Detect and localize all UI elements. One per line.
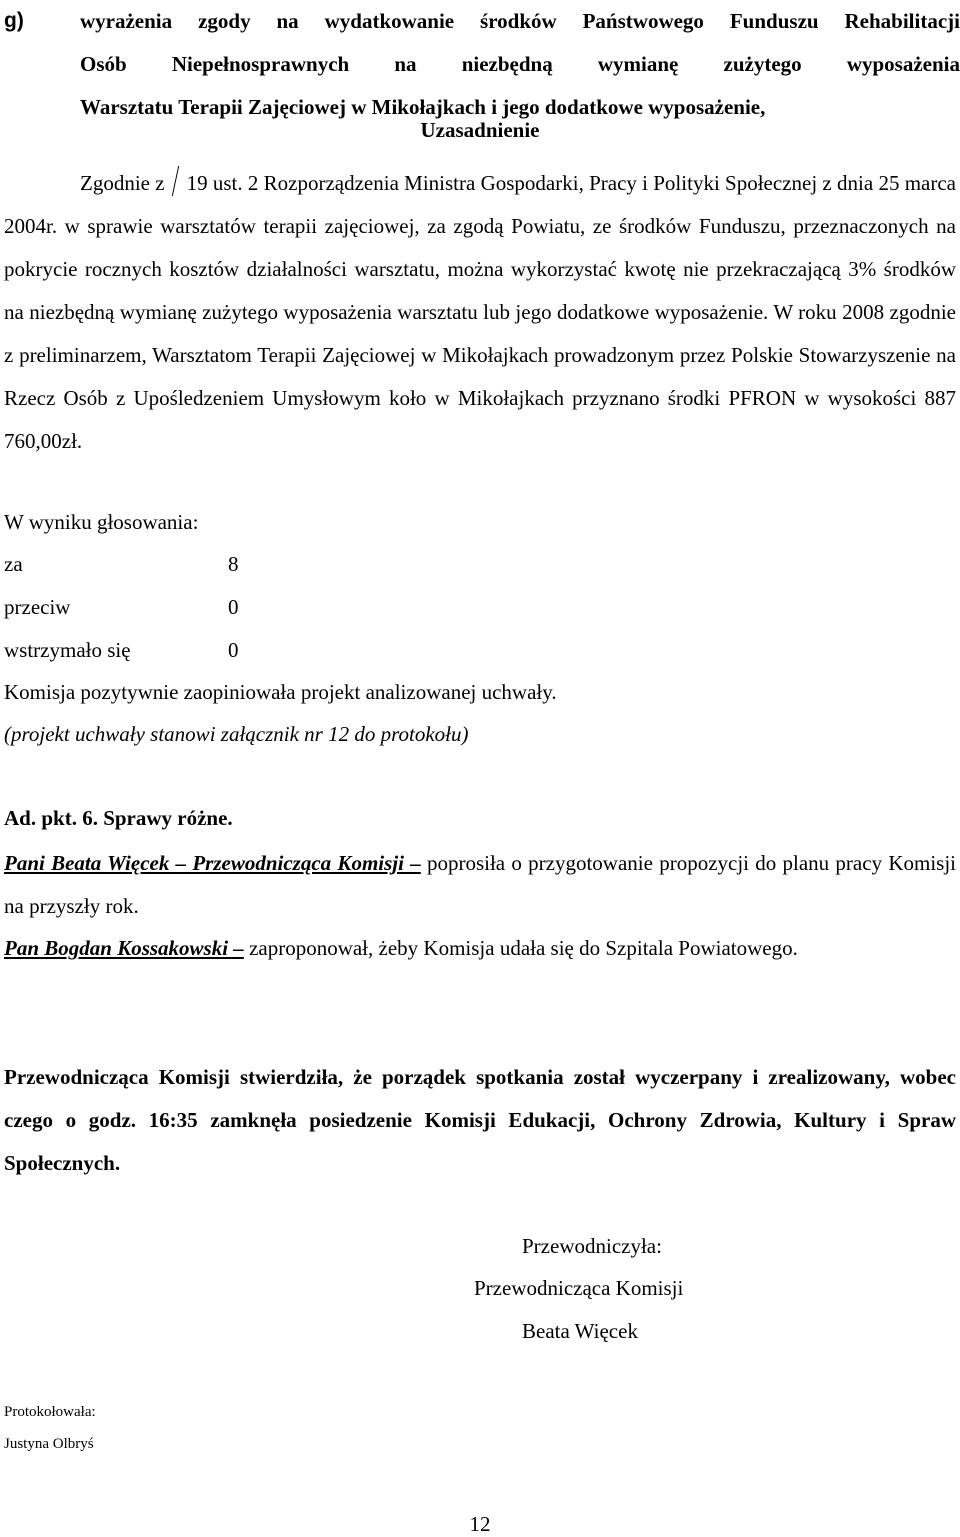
page-number: 12 [469, 1512, 491, 1536]
title-line-3: Warsztatu Terapii Zajęciowej w Mikołajkach i jego dodatkowe wyposażenie, [80, 95, 766, 119]
vote-value: 8 [228, 552, 239, 576]
speaker-name: Pan Bogdan Kossakowski – [4, 936, 244, 960]
item-6-statement-2 [4, 936, 798, 961]
signature-line-1: Przewodniczyła: [522, 1234, 662, 1258]
closing-statement: Przewodnicząca Komisji stwierdziła, że porządek spotkania został wyczerpany i zrealizowany, wobec czego o godz. 16:35 zamknęła posiedzenie Komisji Edukacji, Ochrony Zdrowia, Kultury i Spraw Społecznych. [4, 1065, 956, 1175]
justification-body: 19 ust. 2 Rozporządzenia Ministra Gospodarki, Pracy i Polityki Społecznej z dnia 25 marca 2004r. w sprawie warsztatów terapii zajęciowej, za zgodą Powiatu, ze środków Funduszu, przeznaczonych na pokrycie rocznych kosztów działalności warsztatu, można wykorzystać kwotę nie przekraczającą 3% środków na niezbędną wymianę zużytego wyposażenia warsztatu lub jego dodatkowe wyposażenie. W roku 2008 zgodnie z preliminarzem, Warsztatom Terapii Zajęciowej w Mikołajkach prowadzonym przez Polskie Stowarzyszenie na Rzecz Osób z Upośledzeniem Umysłowym koło w Mikołajkach przyznano środki PFRON w wysokości 887 760,00zł. [4, 171, 956, 453]
vote-label: za [4, 552, 23, 576]
vote-row-for [4, 543, 239, 586]
voting-header: W wyniku głosowania: [4, 510, 199, 534]
speaker-statement: zaproponował, żeby Komisja udała się do Szpitala Powiatowego. [243, 936, 798, 960]
vote-label: wstrzymało się [4, 638, 131, 662]
recorder-label: Protokołowała: [4, 1404, 96, 1420]
vote-value: 0 [228, 638, 239, 662]
vote-label: przeciw [4, 595, 71, 619]
justification-intro: Zgodnie z [80, 171, 165, 195]
item-6-heading: Ad. pkt. 6. Sprawy różne. [4, 806, 233, 830]
title-line-2: Osób Niepełnosprawnych na niezbędną wymianę zużytego wyposażenia [80, 52, 960, 76]
section-g-title [80, 0, 960, 129]
vote-row-abstain [4, 629, 239, 672]
section-marker: g) [4, 9, 24, 32]
committee-opinion: Komisja pozytywnie zaopiniowała projekt analizowanej uchwały. [4, 680, 557, 704]
vote-value: 0 [228, 595, 239, 619]
section-sign-mark [171, 166, 181, 196]
speaker-name: Pani Beata Więcek – Przewodnicząca Komisji – [4, 851, 421, 875]
justification-heading: Uzasadnienie [420, 118, 540, 142]
justification-text [4, 162, 956, 463]
recorder-name: Justyna Olbryś [4, 1436, 94, 1452]
title-line-1: wyrażenia zgody na wydatkowanie środków Państwowego Funduszu Rehabilitacji [80, 9, 960, 33]
speaker-statement: poprosiła o przygotowanie propozycji do planu pracy Komisji na przyszły rok. [4, 851, 956, 918]
attachment-note: (projekt uchwały stanowi załącznik nr 12 do protokołu) [4, 722, 469, 746]
signature-line-2: Przewodnicząca Komisji [474, 1276, 684, 1300]
vote-row-against [4, 586, 239, 629]
signature-line-3: Beata Więcek [522, 1319, 638, 1343]
item-6-statement-1 [4, 842, 956, 928]
